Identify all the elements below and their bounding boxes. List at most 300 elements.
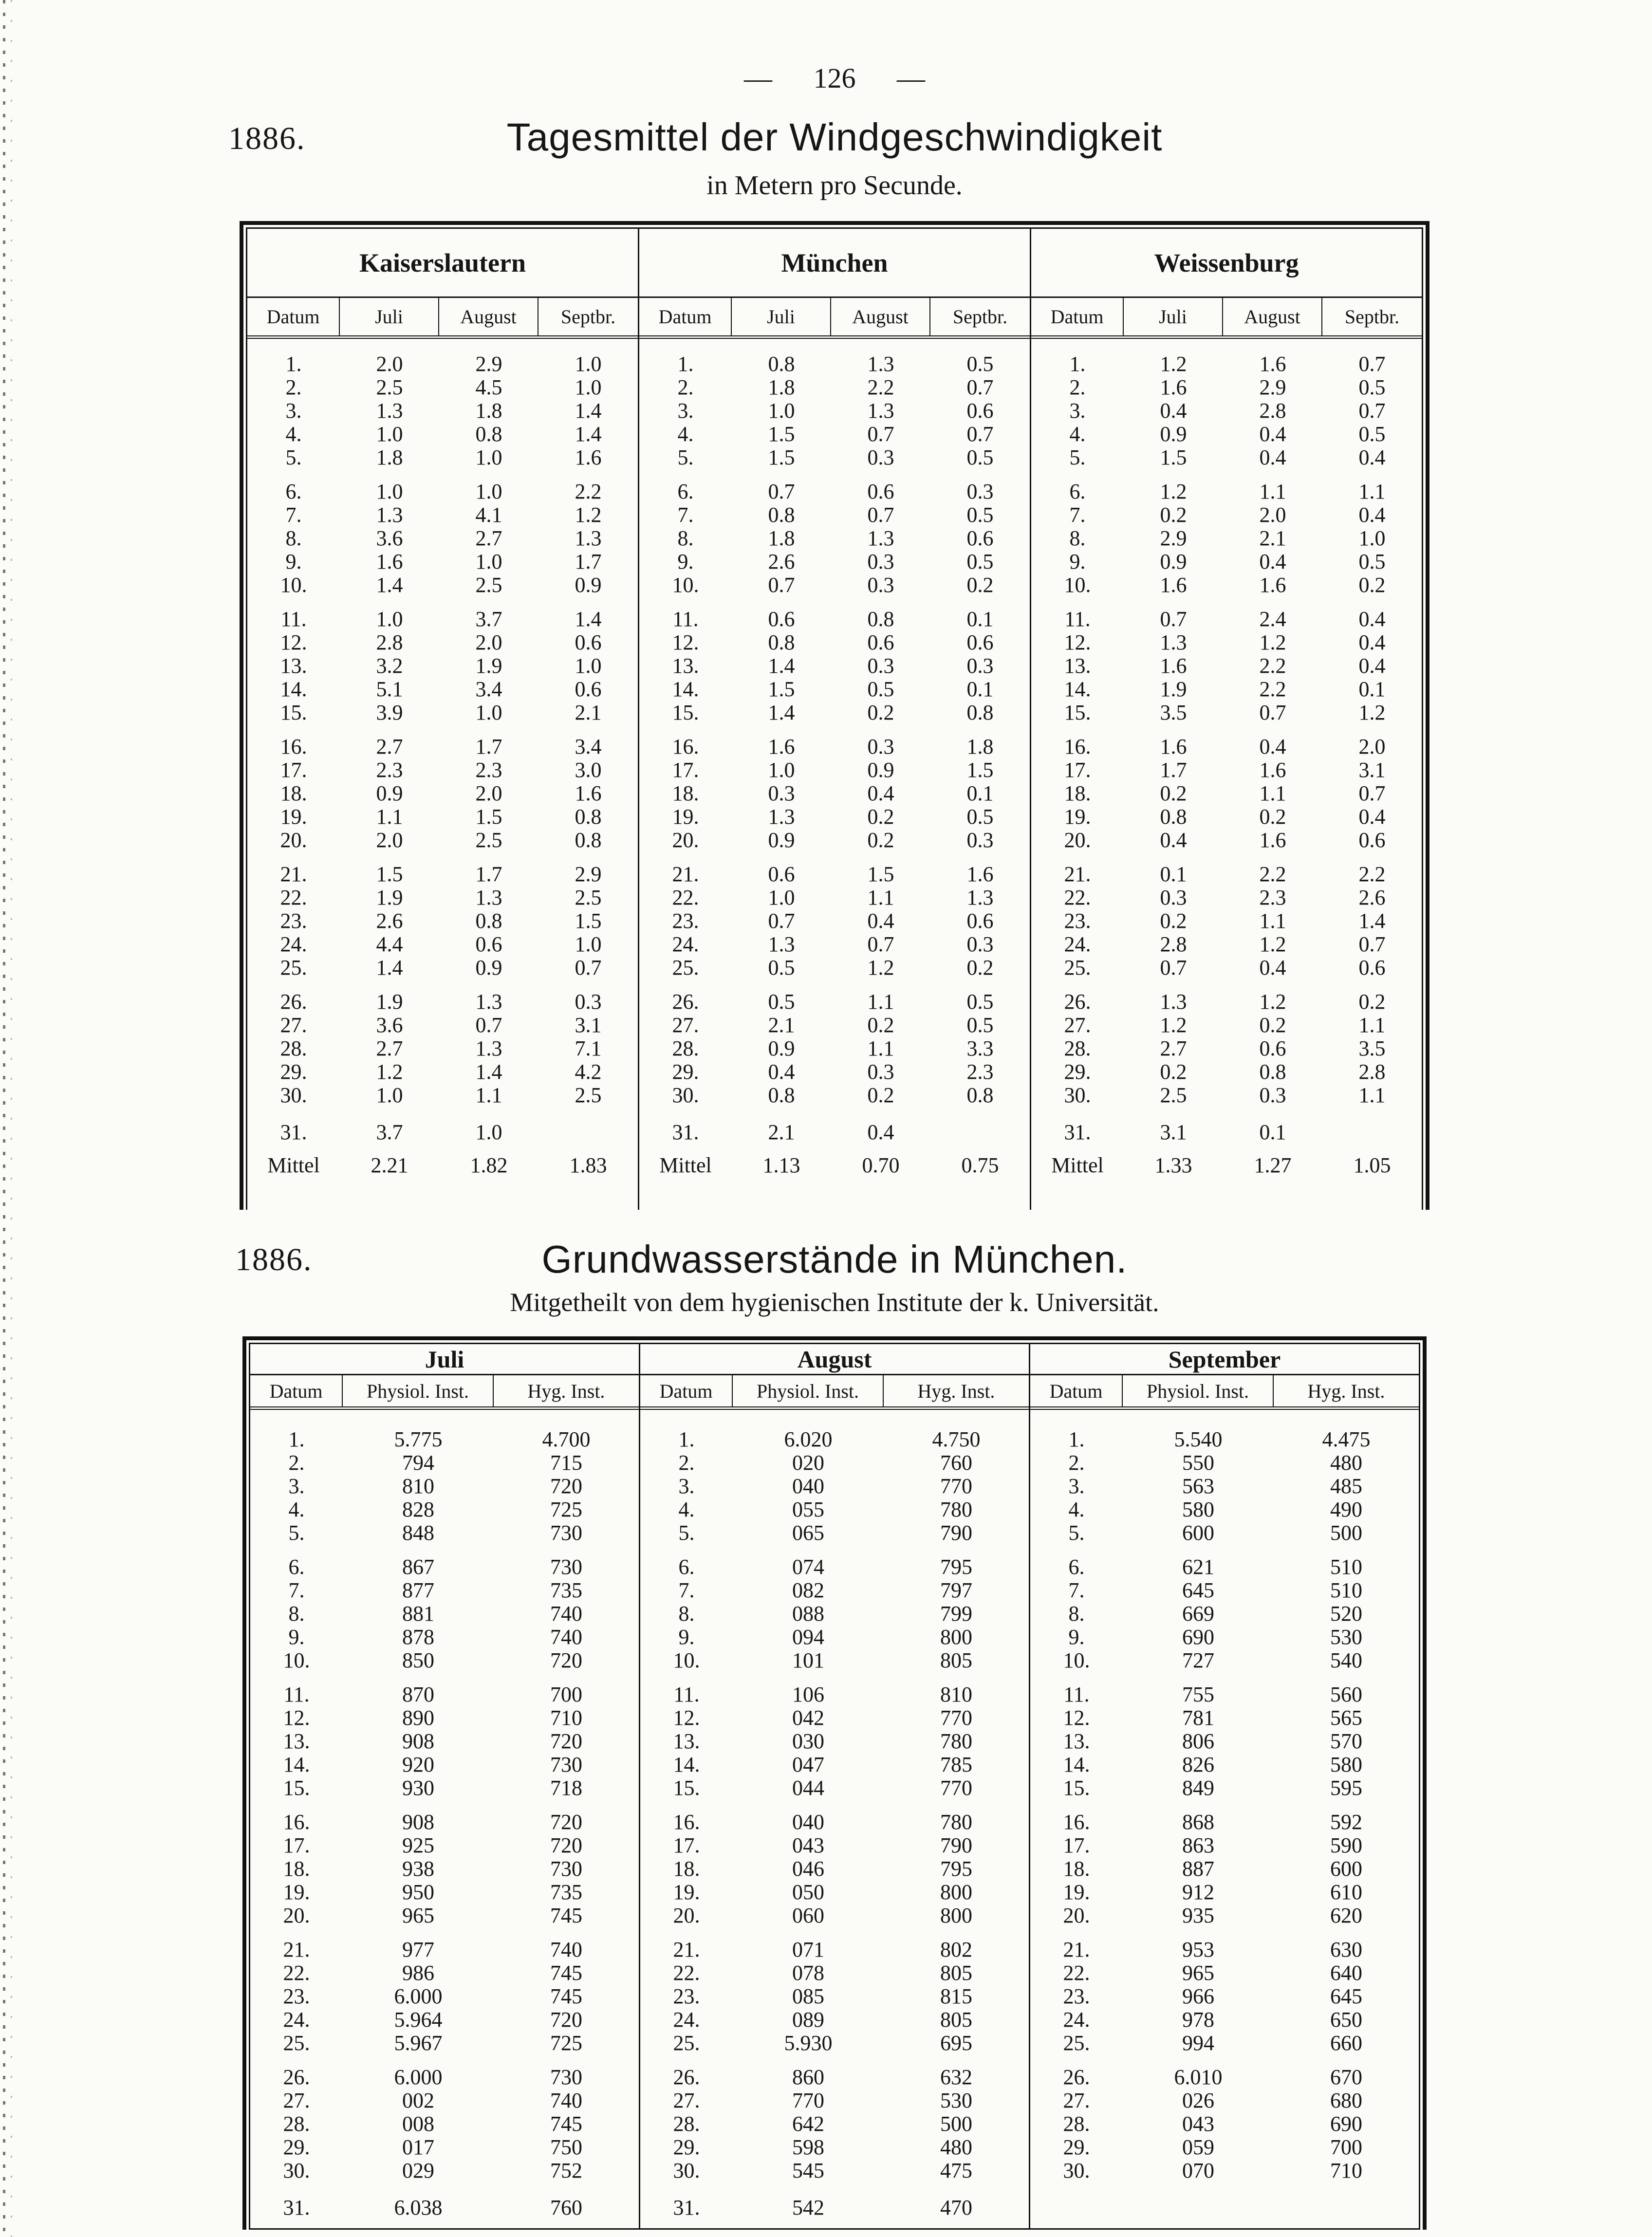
value-cell: 0.7 xyxy=(768,909,795,933)
value-cell: 0.8 xyxy=(966,701,994,724)
day-label: 10. xyxy=(672,573,699,597)
value-cell: 1.0 xyxy=(768,758,795,782)
value-cell: 1.6 xyxy=(1259,758,1286,782)
table-row xyxy=(1031,550,1422,573)
day-label: 17. xyxy=(1064,758,1091,782)
table-row xyxy=(1031,527,1422,550)
value-cell: 1.3 xyxy=(867,526,894,550)
day-label: 6. xyxy=(285,480,302,503)
value-cell: 590 xyxy=(1330,1833,1362,1857)
mean-row xyxy=(1031,1154,1422,1177)
value-cell: 805 xyxy=(940,1961,972,1985)
value-cell: 0.2 xyxy=(867,1013,894,1037)
value-cell: 0.2 xyxy=(1160,909,1187,933)
table-row xyxy=(1030,2159,1419,2182)
value-cell: 805 xyxy=(940,1648,972,1672)
day-label: 8. xyxy=(288,1602,305,1626)
table-row xyxy=(1030,1904,1419,1927)
value-cell: 1.1 xyxy=(867,886,894,909)
group-header: Juli xyxy=(250,1344,639,1375)
value-cell: 1.3 xyxy=(475,1036,502,1060)
day-label: 5. xyxy=(678,1521,695,1545)
table-row xyxy=(250,1602,639,1626)
value-cell: 560 xyxy=(1330,1682,1362,1706)
value-cell: 3.7 xyxy=(376,1120,403,1144)
value-cell: 5.775 xyxy=(394,1427,443,1451)
value-cell: 630 xyxy=(1330,1938,1362,1961)
value-cell: 770 xyxy=(940,1474,972,1498)
table-row xyxy=(639,1037,1030,1060)
table-row xyxy=(640,1521,1029,1545)
day-label: 23. xyxy=(1064,909,1091,933)
value-cell: 0.4 xyxy=(1358,445,1386,469)
value-cell: 6.000 xyxy=(394,1984,443,2008)
value-cell: 868 xyxy=(1182,1810,1214,1834)
day-label: 1. xyxy=(1068,1427,1085,1451)
value-cell: 0.4 xyxy=(867,909,894,933)
value-cell: 770 xyxy=(940,1776,972,1800)
value-cell: 978 xyxy=(1182,2008,1214,2032)
column-header-row xyxy=(250,1375,639,1410)
day-label: 11. xyxy=(1063,1682,1090,1706)
day-label: 13. xyxy=(673,1729,700,1753)
table-row xyxy=(250,2008,639,2032)
table-row xyxy=(639,829,1030,852)
day-label: 14. xyxy=(283,1753,310,1776)
value-cell: 1.4 xyxy=(475,1060,502,1084)
value-cell: 0.6 xyxy=(768,607,795,631)
value-cell: 0.6 xyxy=(1358,956,1386,980)
column-header: Datum xyxy=(1030,1375,1123,1406)
day-label: 15. xyxy=(283,1776,310,1800)
value-cell: 1.5 xyxy=(475,805,502,829)
value-cell: 1.82 xyxy=(470,1153,508,1177)
table-row xyxy=(1031,909,1422,933)
table-row xyxy=(250,1881,639,1904)
value-cell: 1.4 xyxy=(1358,909,1386,933)
table-row xyxy=(639,376,1030,399)
value-cell: 043 xyxy=(1182,2112,1214,2136)
table-row xyxy=(1030,1555,1419,1579)
value-cell: 0.3 xyxy=(867,1060,894,1084)
value-cell: 0.4 xyxy=(768,1060,795,1084)
value-cell: 0.7 xyxy=(867,422,894,446)
group-header: September xyxy=(1030,1344,1419,1375)
value-cell: 1.2 xyxy=(376,1060,403,1084)
value-cell: 790 xyxy=(940,1521,972,1545)
table-row xyxy=(640,1811,1029,1834)
value-cell: 0.3 xyxy=(867,445,894,469)
table-row xyxy=(247,573,638,597)
day-label: 18. xyxy=(283,1857,310,1881)
day-label: 6. xyxy=(1068,1555,1085,1579)
day-label: 17. xyxy=(1063,1833,1090,1857)
column-header: Septbr. xyxy=(560,306,616,328)
value-cell: 565 xyxy=(1330,1706,1362,1730)
day-label: 2. xyxy=(285,375,302,399)
value-cell: 887 xyxy=(1182,1857,1214,1881)
value-cell: 1.6 xyxy=(768,735,795,758)
value-cell: 0.3 xyxy=(966,828,994,852)
table-row xyxy=(247,782,638,805)
value-cell: 780 xyxy=(940,1497,972,1521)
value-cell: 480 xyxy=(1330,1451,1362,1475)
table-row xyxy=(1030,1811,1419,1834)
value-cell: 0.1 xyxy=(966,677,994,701)
value-cell: 1.5 xyxy=(768,445,795,469)
mean-row xyxy=(247,1154,638,1177)
table-title: Tagesmittel der Windgeschwindigkeit xyxy=(506,115,1163,159)
value-cell: 1.3 xyxy=(475,990,502,1014)
day-label: 19. xyxy=(673,1880,700,1904)
day-label: 1. xyxy=(288,1427,305,1451)
value-cell: 2.5 xyxy=(575,886,602,909)
value-cell: 645 xyxy=(1330,1984,1362,2008)
day-label: 16. xyxy=(1064,735,1091,758)
value-cell: 490 xyxy=(1330,1497,1362,1521)
day-label: 7. xyxy=(285,503,302,527)
value-cell: 2.2 xyxy=(1259,654,1286,678)
value-cell: 1.1 xyxy=(867,990,894,1014)
group-header: München xyxy=(639,229,1030,298)
day-label: 14. xyxy=(672,677,699,701)
day-label: 9. xyxy=(677,550,694,573)
value-cell: 475 xyxy=(940,2159,972,2182)
value-cell: 2.0 xyxy=(475,630,502,654)
table-row xyxy=(640,1498,1029,1521)
table-group xyxy=(639,229,1030,1210)
table-row xyxy=(250,1857,639,1881)
table-row xyxy=(250,1555,639,1579)
value-cell: 6.010 xyxy=(1174,2065,1223,2089)
value-cell: 055 xyxy=(792,1497,824,1521)
table-subtitle: in Metern pro Secunde. xyxy=(706,170,963,201)
value-cell: 1.0 xyxy=(475,480,502,503)
table-row xyxy=(1031,678,1422,701)
value-cell: 0.4 xyxy=(1358,630,1386,654)
day-label: 23. xyxy=(283,1984,310,2008)
table-row xyxy=(247,503,638,527)
value-cell: 2.8 xyxy=(1160,932,1187,956)
value-cell: 1.0 xyxy=(376,422,403,446)
value-cell: 1.13 xyxy=(762,1153,800,1177)
value-cell: 1.8 xyxy=(966,735,994,758)
table-row xyxy=(1031,956,1422,980)
table-row xyxy=(247,829,638,852)
day-label: 23. xyxy=(1063,1984,1090,2008)
value-cell xyxy=(538,1121,638,1144)
table-body xyxy=(639,339,1030,1177)
value-cell: 0.4 xyxy=(1259,550,1286,573)
value-cell: 1.6 xyxy=(376,550,403,573)
table-group xyxy=(1030,1344,1419,2228)
value-cell: 912 xyxy=(1182,1880,1214,1904)
value-cell: 0.2 xyxy=(966,573,994,597)
table-row xyxy=(250,1475,639,1498)
value-cell: 740 xyxy=(550,2089,582,2112)
day-label: 26. xyxy=(672,990,699,1014)
table-row xyxy=(1030,1579,1419,1602)
value-cell: 1.1 xyxy=(867,1036,894,1060)
value-cell: 4.700 xyxy=(542,1427,591,1451)
column-header: Hyg. Inst. xyxy=(917,1380,995,1402)
table-row xyxy=(247,527,638,550)
value-cell: 806 xyxy=(1182,1729,1214,1753)
value-cell: 2.6 xyxy=(1358,886,1386,909)
value-cell: 6.038 xyxy=(394,2196,443,2219)
table-row xyxy=(639,480,1030,503)
day-label: 26. xyxy=(280,990,307,1014)
table-row xyxy=(639,550,1030,573)
value-cell: 645 xyxy=(1182,1578,1214,1602)
day-label: 8. xyxy=(678,1602,695,1626)
day-label: 20. xyxy=(673,1904,700,1927)
value-cell: 650 xyxy=(1330,2008,1362,2032)
value-cell: 1.8 xyxy=(768,526,795,550)
day-label: 7. xyxy=(1068,1578,1085,1602)
value-cell: 0.2 xyxy=(867,828,894,852)
value-cell: 580 xyxy=(1330,1753,1362,1776)
day-label: 16. xyxy=(673,1810,700,1834)
day-label: 13. xyxy=(283,1729,310,1753)
table-row xyxy=(250,1776,639,1800)
value-cell: 950 xyxy=(402,1880,434,1904)
day-label: 2. xyxy=(678,1451,695,1475)
day-label: 24. xyxy=(1063,2008,1090,2032)
value-cell: 2.7 xyxy=(1160,1036,1187,1060)
value-cell: 1.6 xyxy=(1160,654,1187,678)
value-cell: 0.8 xyxy=(575,805,602,829)
value-cell: 071 xyxy=(792,1938,824,1961)
column-header-row xyxy=(1030,1375,1419,1410)
day-label: 25. xyxy=(283,2031,310,2055)
value-cell: 029 xyxy=(402,2159,434,2182)
table-row xyxy=(1030,1649,1419,1672)
value-cell: 101 xyxy=(792,1648,824,1672)
day-label: 25. xyxy=(1063,2031,1090,2055)
value-cell: 720 xyxy=(550,1810,582,1834)
day-label: 22. xyxy=(673,1961,700,1985)
value-cell: 994 xyxy=(1182,2031,1214,2055)
value-cell: 2.8 xyxy=(1358,1060,1386,1084)
value-cell: 1.0 xyxy=(768,399,795,423)
day-label: 31. xyxy=(672,1120,699,1144)
table-row xyxy=(247,1084,638,1107)
column-header: Datum xyxy=(640,1375,733,1406)
value-cell: 750 xyxy=(550,2135,582,2159)
day-label: 7. xyxy=(678,1578,695,1602)
table-row xyxy=(250,2196,639,2219)
table-row xyxy=(1031,863,1422,886)
value-cell: 6.020 xyxy=(784,1427,833,1451)
value-cell: 2.0 xyxy=(1358,735,1386,758)
value-cell: 1.6 xyxy=(1259,352,1286,376)
value-cell: 1.4 xyxy=(376,956,403,980)
table-row xyxy=(639,886,1030,909)
value-cell: 930 xyxy=(402,1776,434,1800)
table-row xyxy=(1031,758,1422,782)
value-cell: 2.2 xyxy=(575,480,602,503)
column-header: Datum xyxy=(247,298,340,335)
value-cell: 563 xyxy=(1182,1474,1214,1498)
day-label: 5. xyxy=(677,445,694,469)
day-label: 4. xyxy=(677,422,694,446)
table-row xyxy=(1031,376,1422,399)
value-cell: 735 xyxy=(550,1578,582,1602)
day-label: 27. xyxy=(1063,2089,1090,2112)
table-row xyxy=(1030,1776,1419,1800)
table-row xyxy=(639,909,1030,933)
day-label: 3. xyxy=(677,399,694,423)
value-cell: 2.0 xyxy=(376,352,403,376)
table-group xyxy=(640,1344,1029,2228)
value-cell: 815 xyxy=(940,1984,972,2008)
table-row xyxy=(247,956,638,980)
value-cell: 1.0 xyxy=(575,654,602,678)
table-row xyxy=(247,990,638,1014)
value-cell: 0.9 xyxy=(867,758,894,782)
value-cell: 0.7 xyxy=(1160,607,1187,631)
value-cell: 0.4 xyxy=(1259,956,1286,980)
day-label: 5. xyxy=(285,445,302,469)
value-cell: 0.8 xyxy=(768,352,795,376)
table-row xyxy=(1031,829,1422,852)
value-cell: 070 xyxy=(1182,2159,1214,2182)
value-cell: 781 xyxy=(1182,1706,1214,1730)
value-cell: 3.6 xyxy=(376,1013,403,1037)
day-label: 16. xyxy=(280,735,307,758)
value-cell: 760 xyxy=(940,1451,972,1475)
day-label: 17. xyxy=(280,758,307,782)
value-cell: 0.4 xyxy=(1160,828,1187,852)
value-cell: 935 xyxy=(1182,1904,1214,1927)
value-cell: 800 xyxy=(940,1625,972,1649)
value-cell: 740 xyxy=(550,1602,582,1626)
value-cell: 5.964 xyxy=(394,2008,443,2032)
value-cell: 1.3 xyxy=(1160,630,1187,654)
column-header: Datum xyxy=(250,1375,343,1406)
day-label: 18. xyxy=(280,781,307,805)
day-label: 5. xyxy=(1069,445,1086,469)
value-cell: 0.2 xyxy=(1160,503,1187,527)
table-row xyxy=(639,423,1030,446)
day-label: 27. xyxy=(1064,1013,1091,1037)
day-label: 19. xyxy=(1063,1880,1090,1904)
day-label: 6. xyxy=(288,1555,305,1579)
day-label: 10. xyxy=(673,1648,700,1672)
table-row xyxy=(250,2032,639,2055)
table-row xyxy=(250,1579,639,1602)
day-label: 29. xyxy=(673,2135,700,2159)
value-cell: 795 xyxy=(940,1555,972,1579)
table-row xyxy=(1031,608,1422,631)
value-cell: 1.6 xyxy=(966,862,994,886)
value-cell: 1.3 xyxy=(867,352,894,376)
value-cell: 1.0 xyxy=(376,607,403,631)
value-cell: 850 xyxy=(402,1648,434,1672)
day-label: 7. xyxy=(1069,503,1086,527)
value-cell: 2.1 xyxy=(1259,526,1286,550)
value-cell: 0.6 xyxy=(768,862,795,886)
value-cell: 0.9 xyxy=(768,1036,795,1060)
table-row xyxy=(640,2032,1029,2055)
value-cell: 0.5 xyxy=(768,990,795,1014)
year-label: 1886. xyxy=(235,1242,313,1277)
table-row xyxy=(639,782,1030,805)
value-cell: 0.2 xyxy=(1259,805,1286,829)
value-cell: 2.3 xyxy=(966,1060,994,1084)
table-row xyxy=(640,2112,1029,2136)
table-row xyxy=(247,376,638,399)
value-cell: 1.3 xyxy=(575,526,602,550)
value-cell: 0.7 xyxy=(768,573,795,597)
value-cell: 0.2 xyxy=(1160,1060,1187,1084)
day-label: 22. xyxy=(1063,1961,1090,1985)
table-row xyxy=(1031,1037,1422,1060)
day-label: 30. xyxy=(280,1083,307,1107)
value-cell: 2.5 xyxy=(475,573,502,597)
value-cell: 877 xyxy=(402,1578,434,1602)
value-cell: 0.2 xyxy=(1358,573,1386,597)
value-cell: 0.6 xyxy=(966,399,994,423)
value-cell: 730 xyxy=(550,1857,582,1881)
value-cell: 810 xyxy=(940,1682,972,1706)
value-cell: 0.6 xyxy=(966,909,994,933)
day-label: 26. xyxy=(673,2065,700,2089)
value-cell: 510 xyxy=(1330,1555,1362,1579)
value-cell: 730 xyxy=(550,1753,582,1776)
value-cell: 0.3 xyxy=(867,573,894,597)
value-cell: 0.1 xyxy=(1259,1120,1286,1144)
day-label: 16. xyxy=(283,1810,310,1834)
table-row xyxy=(1030,2008,1419,2032)
table-row xyxy=(639,990,1030,1014)
value-cell: 2.8 xyxy=(1259,399,1286,423)
table-row xyxy=(250,1649,639,1672)
value-cell: 2.2 xyxy=(1358,862,1386,886)
table-row xyxy=(1031,1084,1422,1107)
table-row xyxy=(247,701,638,724)
value-cell: 600 xyxy=(1330,1857,1362,1881)
column-header-row xyxy=(640,1375,1029,1410)
day-label: 15. xyxy=(1064,701,1091,724)
value-cell: 520 xyxy=(1330,1602,1362,1626)
value-cell: 078 xyxy=(792,1961,824,1985)
table-body xyxy=(247,339,638,1177)
value-cell: 0.3 xyxy=(575,990,602,1014)
value-cell: 3.9 xyxy=(376,701,403,724)
value-cell: 1.4 xyxy=(575,607,602,631)
value-cell: 1.9 xyxy=(1160,677,1187,701)
value-cell: 920 xyxy=(402,1753,434,1776)
table-row xyxy=(1031,423,1422,446)
day-label: 1. xyxy=(678,1427,695,1451)
value-cell: 0.3 xyxy=(768,781,795,805)
value-cell: 1.0 xyxy=(475,445,502,469)
day-label: 17. xyxy=(672,758,699,782)
table-row xyxy=(1030,1961,1419,1985)
value-cell: 0.5 xyxy=(1358,422,1386,446)
table-row xyxy=(639,654,1030,678)
value-cell: 966 xyxy=(1182,1984,1214,2008)
value-cell: 5.540 xyxy=(1174,1427,1223,1451)
day-label: 19. xyxy=(1064,805,1091,829)
table-row xyxy=(247,608,638,631)
value-cell: 0.2 xyxy=(1259,1013,1286,1037)
table-row xyxy=(1030,2136,1419,2159)
value-cell: 3.3 xyxy=(966,1036,994,1060)
value-cell: 094 xyxy=(792,1625,824,1649)
